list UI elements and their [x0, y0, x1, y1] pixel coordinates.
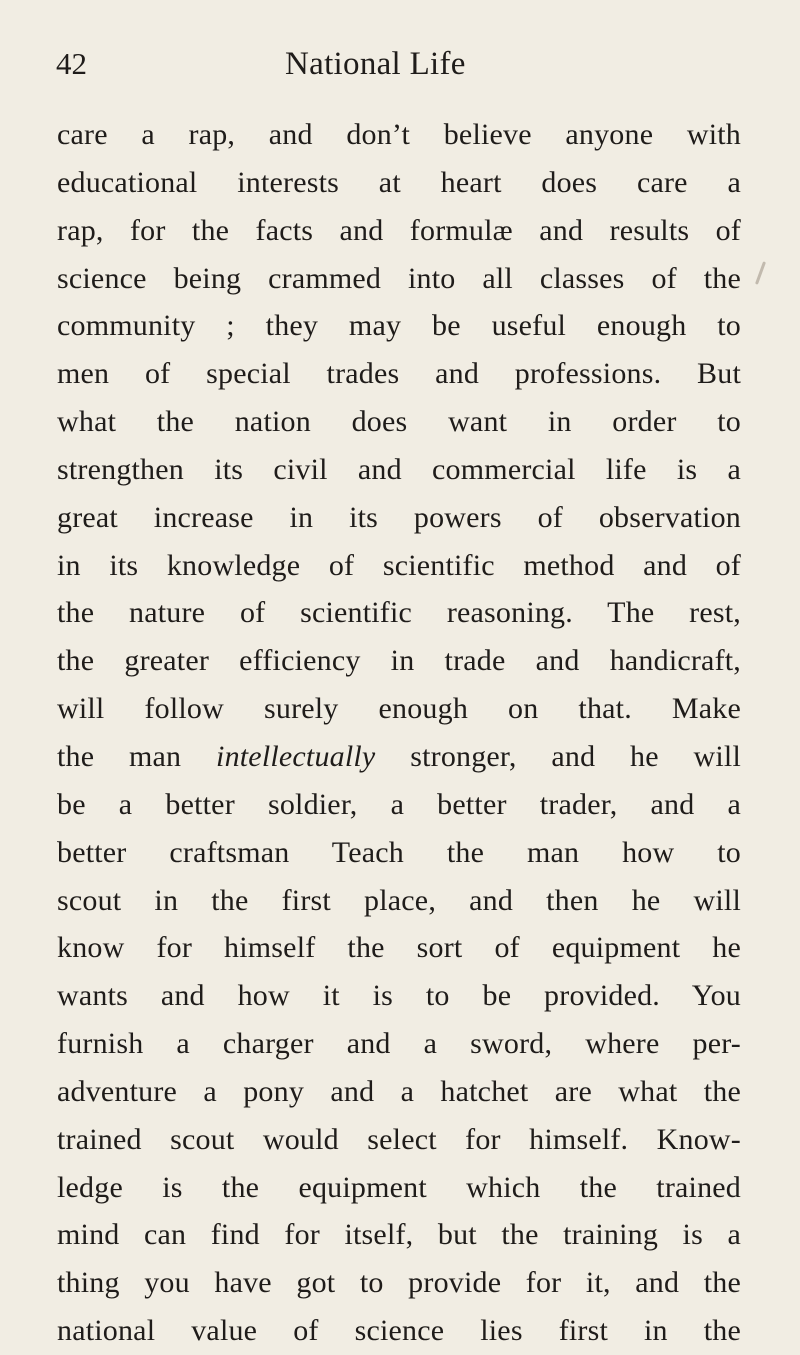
text-line: educational interests at heart does care a: [57, 165, 741, 199]
text-line: ledge is the equipment which the trained: [57, 1170, 741, 1204]
text-line: better craftsman Teach the man how to: [57, 835, 741, 869]
text-line: scout in the first place, and then he will: [57, 883, 741, 917]
text-line: thing you have got to provide for it, and the: [57, 1266, 741, 1300]
body-text: [57, 111, 741, 1355]
text-line: national value of science lies first in the: [57, 1314, 741, 1348]
text-line: great increase in its powers of observation: [57, 500, 741, 534]
page-header: [56, 44, 742, 90]
text-line: be a better soldier, a better trader, and a: [57, 787, 741, 821]
text-line: care a rap, and don’t believe anyone with: [57, 118, 741, 151]
text-line: wants and how it is to be provided. You: [57, 979, 741, 1013]
text-line: in its knowledge of scientific method and of: [57, 548, 741, 582]
text-line: mind can find for itself, but the training is a: [57, 1218, 741, 1252]
text-segment: stronger, and he will: [375, 739, 741, 773]
text-line: the greater efficiency in trade and handicraft,: [57, 644, 741, 678]
text-line: will follow surely enough on that. Make: [57, 692, 741, 726]
text-line: adventure a pony and a hatchet are what the: [57, 1074, 741, 1108]
page-number: 42: [56, 46, 87, 81]
text-segment: the man: [57, 739, 217, 773]
text-line: furnish a charger and a sword, where per-: [57, 1027, 741, 1061]
text-line: trained scout would select for himself. Know-: [57, 1122, 741, 1156]
italic-emphasis: intellectually: [216, 739, 376, 773]
text-line: know for himself the sort of equipment he: [57, 931, 741, 965]
text-line-with-italic: [57, 733, 741, 781]
text-line: men of special trades and professions. But: [57, 357, 741, 391]
text-line: strengthen its civil and commercial life is a: [57, 452, 741, 486]
text-line: rap, for the facts and formulæ and results of: [57, 213, 741, 247]
paper-speck: [755, 261, 766, 285]
text-line: the nature of scientific reasoning. The rest,: [57, 596, 741, 630]
text-line: what the nation does want in order to: [57, 405, 741, 439]
text-line: community ; they may be useful enough to: [57, 309, 741, 343]
running-head: National Life: [285, 46, 466, 82]
text-line: science being crammed into all classes of the: [57, 261, 741, 295]
